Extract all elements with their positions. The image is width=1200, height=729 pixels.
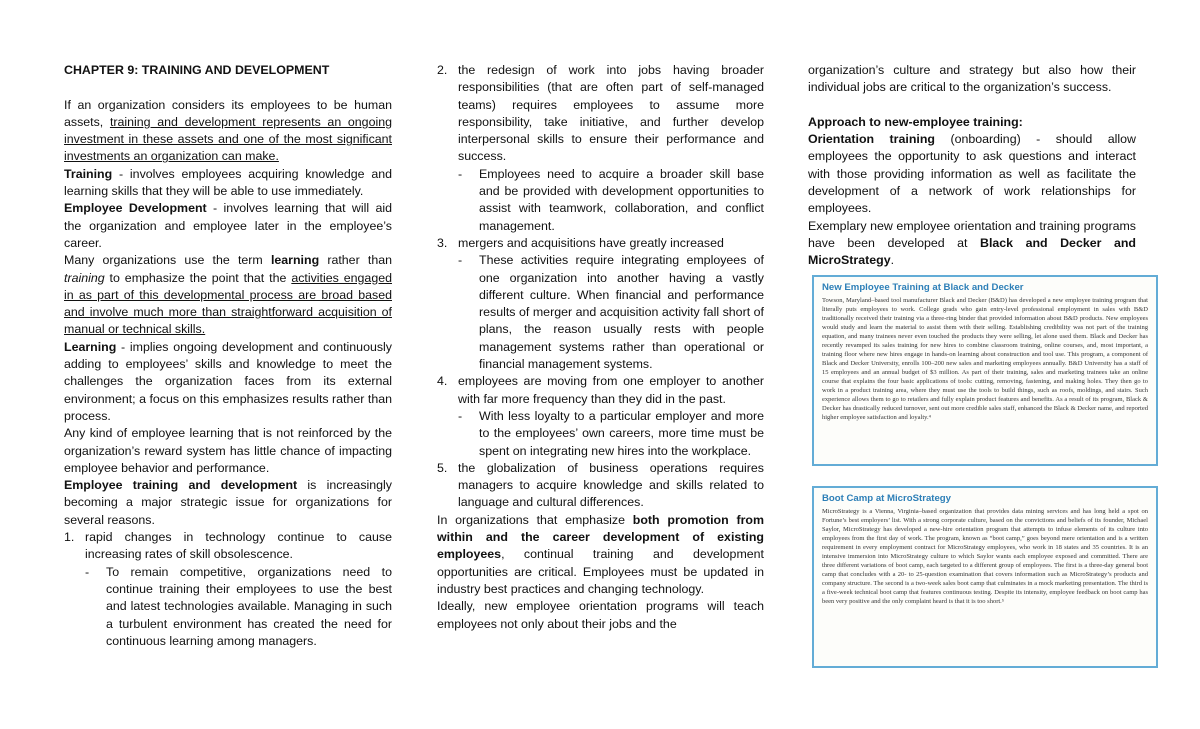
box-title: New Employee Training at Black and Decker	[822, 282, 1024, 293]
list-item: 3. mergers and acquisitions have greatly increased	[437, 235, 724, 250]
exemplary-paragraph: Exemplary new employee orientation and training programs have been developed at Black and Decker and MicroStrategy.	[808, 218, 1136, 268]
sub-list-item: - Employees need to acquire a broader skill base and be provided with development opportunities to assist with teamwork, collaboration, and conflict management.	[458, 166, 764, 233]
list-item: 1. rapid changes in technology continue to cause increasing rates of skill obsolescence.	[64, 530, 392, 562]
reward-paragraph: Any kind of employee learning that is not reinforced by the organization’s reward system has little chance of impacting employee behavior and performance.	[64, 426, 392, 475]
box-title: Boot Camp at MicroStrategy	[822, 493, 952, 504]
underlined-text: activities engaged in as part of this developmental process are broad based and involve much more than straightforward acquisition of manual or technical skills.	[64, 270, 392, 337]
box-body: Towson, Maryland–based tool manufacturer Black and Decker (B&D) has developed a new employee training program that literally puts employees to work. College grads who gain entry-level professional employment in sales with B&D traditionally received their training via a three-ring binder that provided information about B&D products. New employees would study and learn the material to assist them with their selling. Establishing credibility was not part of the training equation, and many trainees never even touched the products they were selling, let alone used them. Black and Decker has recently revamped its sales training for new hires to combine classroom training, online courses, and, most important, a training floor where new hires engage in hands-on learning about construction and tool use. This program, a component of Black and Decker University, enrolls 100–200 new sales and marketing employees annually. B&D University has a staff of 15 employees and an annual budget of $3 million. As part of their training, sales and marketing trainees take an online course that explains the four basic applications of tools: cutting, removing, fastening, and making holes. They then go to work in a product training area, where they must use the tools to build things, such as roofs, moldings, and stairs. Such experience allows them to go to retailers and fully explain product features and benefits. As a result of its program, Black & Decker has drastically reduced turnover, sent out more credible sales staff, enhanced the Black & Decker name, and reported higher employee satisfaction and loyalty.⁴	[822, 297, 1148, 421]
learning-definition: Learning - implies ongoing development and continuously adding to employees’ skills and knowledge to meet the challenges the organization faces from its external environment; a focus on this emphasizes results rather than process.	[64, 339, 392, 423]
sub-list-item: - These activities require integrating employees of one organization into another having a vastly different culture. When financial and performance results of merger and acquisition activity fall short of plans, the reason usually rests with people management systems rather than operational or financial management systems.	[458, 253, 764, 372]
list-item: 4. employees are moving from one employer to another with far more frequency than they did in the past.	[437, 374, 764, 406]
continued-paragraph: organization’s culture and strategy but also how their individual jobs are critical to the organization’s success.	[808, 63, 1136, 95]
section-heading: Approach to new-employee training:	[808, 114, 1023, 129]
microstrategy-box	[812, 486, 1158, 668]
sub-list-item: - To remain competitive, organizations need to continue training their employees to use the best and latest technologies available. Managing in such a turbulent environment has created the need for continuous learning among managers.	[85, 564, 392, 648]
promotion-paragraph: In organizations that emphasize both promotion from within and the career development of existing employees, continual training and development opportunities are critical. Employees must be updated in industry best practices and changing technology.	[437, 512, 764, 596]
column-3	[808, 62, 1136, 270]
etd-paragraph: Employee training and development is increasingly becoming a major strategic issue for organizations for several reasons.	[64, 478, 392, 527]
underlined-text: training and development represents an ongoing investment in these assets and one of the most significant investments an organization can make.	[64, 114, 392, 164]
intro-paragraph: If an organization considers its employees to be human assets, training and development represents an ongoing investment in these assets and one of the most significant investments an organization can make.	[64, 97, 392, 164]
list-item: 2. the redesign of work into jobs having broader responsibilities (that are often part of self-managed teams) requires employees to assume more responsibility, take initiative, and further develop interpersonal skills to ensure their performance and success.	[437, 63, 764, 164]
column-2	[437, 62, 764, 633]
development-definition: Employee Development - involves learning that will aid the organization and employee later in the employee’s career.	[64, 201, 392, 250]
column-1	[64, 62, 392, 650]
learning-paragraph: Many organizations use the term learning rather than training to emphasize the point that the activities engaged in as part of this developmental process are broad based and involve much more than straightforward acquisition of manual or technical skills.	[64, 253, 393, 337]
box-body: MicroStrategy is a Vienna, Virginia–based organization that provides data mining services and has long held a spot on Fortune’s best employers’ list. With a strong corporate culture, based on the convictions and beliefs of its founder, Michael Saylor, MicroStrategy has developed a new-hire orientation program that attempts to infuse elements of its culture into employees from the first day of work. The program, known as “boot camp,” goes beyond mere orientation and is a written requirement in every employment contract for MicroStrategy employees, who work in 18 states and 35 countries. It is an intensive immersion into MicroStrategy culture to which Saylor wants each employee exposed and committed. There are three different variations of boot camp, each targeted to a different group of employees. The first is a three-day general boot camp that concludes with a 20- to 25-question examination that covers information such as MicroStrategy’s products and company structure. The second is a two-week sales boot camp that culminates in a mock marketing presentation. The third is a five-week technical boot camp that features continuous testing. Despite its intensity, employee feedback on boot camp has been very positive and the only complaint heard is that it is too short.⁵	[822, 508, 1148, 605]
list-item: 5. the globalization of business operations requires managers to acquire knowledge and skills related to language and cultural differences.	[437, 460, 764, 510]
chapter-title: CHAPTER 9: TRAINING AND DEVELOPMENT	[64, 63, 330, 77]
orientation-paragraph: Ideally, new employee orientation programs will teach employees not only about their jobs and the	[437, 599, 764, 631]
orientation-definition: Orientation training (onboarding) - should allow employees the opportunity to ask questions and interact with those providing information as well as facilitate the development of a network of work relationships for employees.	[808, 132, 1136, 216]
training-definition: Training - involves employees acquiring knowledge and learning skills that they will be able to use immediately.	[64, 166, 392, 199]
sub-list-item: - With less loyalty to a particular employer and more to the employees’ own careers, more time must be spent on integrating new hires into the workplace.	[458, 408, 764, 458]
black-and-decker-box	[812, 275, 1158, 466]
